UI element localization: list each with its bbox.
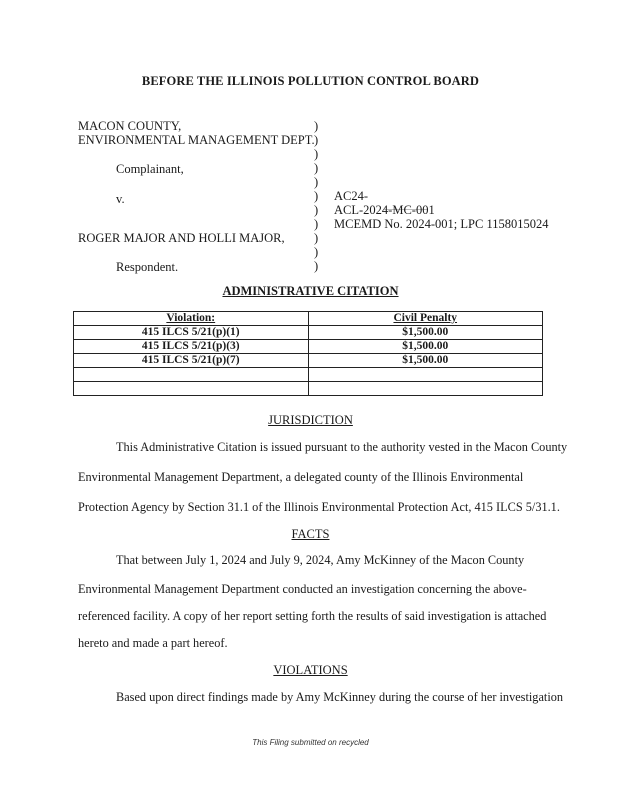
violations-line: Based upon direct findings made by Amy McKinney during the course of her investigation — [116, 690, 564, 704]
footer-note: This Filing submitted on recycled — [252, 738, 369, 747]
caption-paren: ) — [314, 245, 319, 259]
empty-cell — [74, 382, 309, 396]
complainant-role: Complainant, — [116, 162, 184, 176]
table-row — [74, 354, 543, 368]
caption-paren: ) — [314, 231, 319, 245]
facts-line: hereto and made a part hereof. — [78, 636, 228, 650]
caption-paren: ) — [314, 147, 319, 161]
facts-line: Environmental Management Department conducted an investigation concerning the above- — [78, 582, 527, 596]
case-number-acl: ACL-2024-MC-001 — [334, 203, 435, 217]
respondent-name: ROGER MAJOR AND HOLLI MAJOR, — [78, 231, 285, 245]
facts-line: That between July 1, 2024 and July 9, 2024, Amy McKinney of the Macon County — [116, 553, 525, 567]
complainant-line2: ENVIRONMENTAL MANAGEMENT DEPT. — [78, 133, 315, 147]
table-row — [74, 326, 543, 340]
violations-table — [73, 311, 543, 396]
violations-heading: VIOLATIONS — [273, 663, 348, 677]
jurisdiction-line: Protection Agency by Section 31.1 of the Illinois Environmental Protection Act, 415 ILCS 5/31.1. — [78, 500, 560, 514]
case-number-ac: AC24- — [334, 189, 369, 203]
jurisdiction-line: Environmental Management Department, a delegated county of the Illinois Environmental — [78, 470, 524, 484]
table-header-row — [74, 312, 543, 326]
penalty-cell: $1,500.00 — [308, 326, 543, 340]
violation-cell: 415 ILCS 5/21(p)(3) — [74, 340, 309, 354]
empty-cell — [308, 368, 543, 382]
empty-table-row — [74, 382, 543, 396]
violation-cell: 415 ILCS 5/21(p)(1) — [74, 326, 309, 340]
jurisdiction-line: This Administrative Citation is issued pursuant to the authority vested in the Macon County — [116, 440, 568, 454]
caption-paren: ) — [314, 189, 319, 203]
empty-table-row — [74, 368, 543, 382]
caption-paren: ) — [314, 161, 319, 175]
violation-cell: 415 ILCS 5/21(p)(7) — [74, 354, 309, 368]
caption-paren: ) — [314, 259, 319, 273]
citation-heading: ADMINISTRATIVE CITATION — [222, 284, 399, 298]
jurisdiction-heading: JURISDICTION — [268, 413, 353, 427]
empty-cell — [308, 382, 543, 396]
respondent-role: Respondent. — [116, 260, 179, 274]
caption-paren: ) — [314, 133, 319, 147]
table-row — [74, 340, 543, 354]
empty-cell — [74, 368, 309, 382]
column-header-violation: Violation: — [74, 312, 309, 326]
complainant-line1: MACON COUNTY, — [78, 119, 182, 133]
penalty-cell: $1,500.00 — [308, 354, 543, 368]
column-header-civil-penalty: Civil Penalty — [308, 312, 543, 326]
facts-heading: FACTS — [291, 527, 330, 541]
case-number-mcemd: MCEMD No. 2024-001; LPC 1158015024 — [334, 217, 549, 231]
caption-paren: ) — [314, 175, 319, 189]
versus: v. — [116, 192, 125, 206]
caption-paren: ) — [314, 217, 319, 231]
penalty-cell: $1,500.00 — [308, 340, 543, 354]
caption-paren: ) — [314, 203, 319, 217]
document-title: BEFORE THE ILLINOIS POLLUTION CONTROL BOARD — [141, 74, 480, 88]
caption-paren: ) — [314, 119, 319, 133]
facts-line: referenced facility. A copy of her report setting forth the results of said investigation is attached — [78, 609, 547, 623]
